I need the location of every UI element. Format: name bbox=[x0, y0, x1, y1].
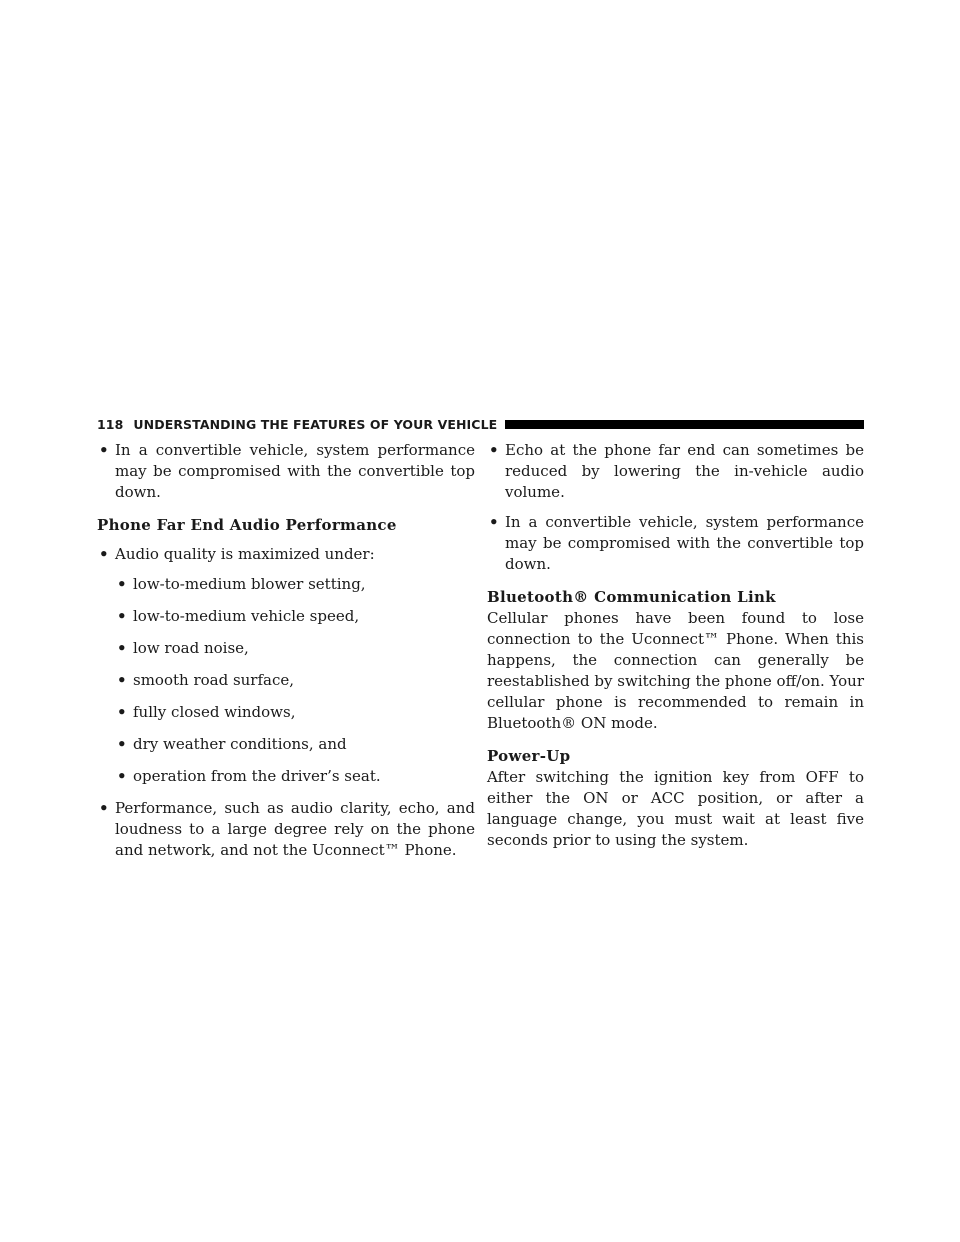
body-paragraph: After switching the ignition key from OFF to either the ON or ACC position, or after a language change, you must wait at least five seconds prior to using the system. bbox=[487, 768, 864, 849]
section-title: UNDERSTANDING THE FEATURES OF YOUR VEHICLE bbox=[133, 417, 498, 432]
bullet-item bbox=[97, 440, 475, 503]
page-header bbox=[97, 416, 864, 433]
section-heading: Power-Up bbox=[487, 747, 571, 765]
bullet-text: low road noise, bbox=[133, 639, 249, 657]
sub-bullet-item bbox=[115, 702, 475, 723]
section-heading: Phone Far End Audio Performance bbox=[97, 516, 397, 534]
bullet-text: Echo at the phone far end can sometimes be reduced by lowering the in-vehicle audio volume. bbox=[505, 441, 864, 501]
bullet-item bbox=[97, 798, 475, 861]
bullet-dot: • bbox=[489, 513, 499, 531]
sub-bullet-item bbox=[115, 670, 475, 691]
bullet-item bbox=[97, 544, 475, 565]
bullet-dot: • bbox=[99, 441, 109, 459]
bullet-dot: • bbox=[117, 671, 127, 689]
body-paragraph: Cellular phones have been found to lose connection to the Uconnect™ Phone. When this happens, the connection can generally be reestablished by switching the phone off/on. Your cellular phone is recommended to remain in Bluetooth® ON mode. bbox=[487, 609, 864, 732]
bullet-dot: • bbox=[117, 607, 127, 625]
bullet-text: In a convertible vehicle, system performance may be compromised with the convertible top down. bbox=[115, 441, 475, 501]
bullet-dot: • bbox=[117, 575, 127, 593]
bullet-text: smooth road surface, bbox=[133, 671, 295, 689]
sub-bullet-item bbox=[115, 734, 475, 755]
bullet-item bbox=[487, 512, 864, 575]
bullet-text: In a convertible vehicle, system performance may be compromised with the convertible top down. bbox=[505, 513, 864, 573]
header-rule bbox=[505, 420, 864, 429]
page-number: 118 bbox=[97, 417, 124, 432]
bullet-dot: • bbox=[117, 767, 127, 785]
sub-bullet-item bbox=[115, 766, 475, 787]
bullet-text: Performance, such as audio clarity, echo, and loudness to a large degree rely on the phone and network, and not the Uconnect™ Phone. bbox=[115, 799, 475, 859]
bullet-dot: • bbox=[99, 545, 109, 563]
bullet-item bbox=[487, 440, 864, 503]
bullet-dot: • bbox=[489, 441, 499, 459]
left-column bbox=[97, 440, 475, 870]
sub-bullet-item bbox=[115, 574, 475, 595]
right-column bbox=[487, 440, 864, 859]
bullet-text: operation from the driver’s seat. bbox=[133, 767, 381, 785]
bullet-text: fully closed windows, bbox=[133, 703, 296, 721]
sub-bullet-item bbox=[115, 606, 475, 627]
bullet-dot: • bbox=[117, 735, 127, 753]
bullet-text: dry weather conditions, and bbox=[133, 735, 347, 753]
bullet-text: low-to-medium vehicle speed, bbox=[133, 607, 360, 625]
section-heading: Bluetooth® Communication Link bbox=[487, 588, 776, 606]
bullet-dot: • bbox=[117, 703, 127, 721]
bullet-dot: • bbox=[99, 799, 109, 817]
bullet-dot: • bbox=[117, 639, 127, 657]
bullet-text: low-to-medium blower setting, bbox=[133, 575, 366, 593]
bullet-text: Audio quality is maximized under: bbox=[115, 545, 375, 563]
sub-bullet-item bbox=[115, 638, 475, 659]
